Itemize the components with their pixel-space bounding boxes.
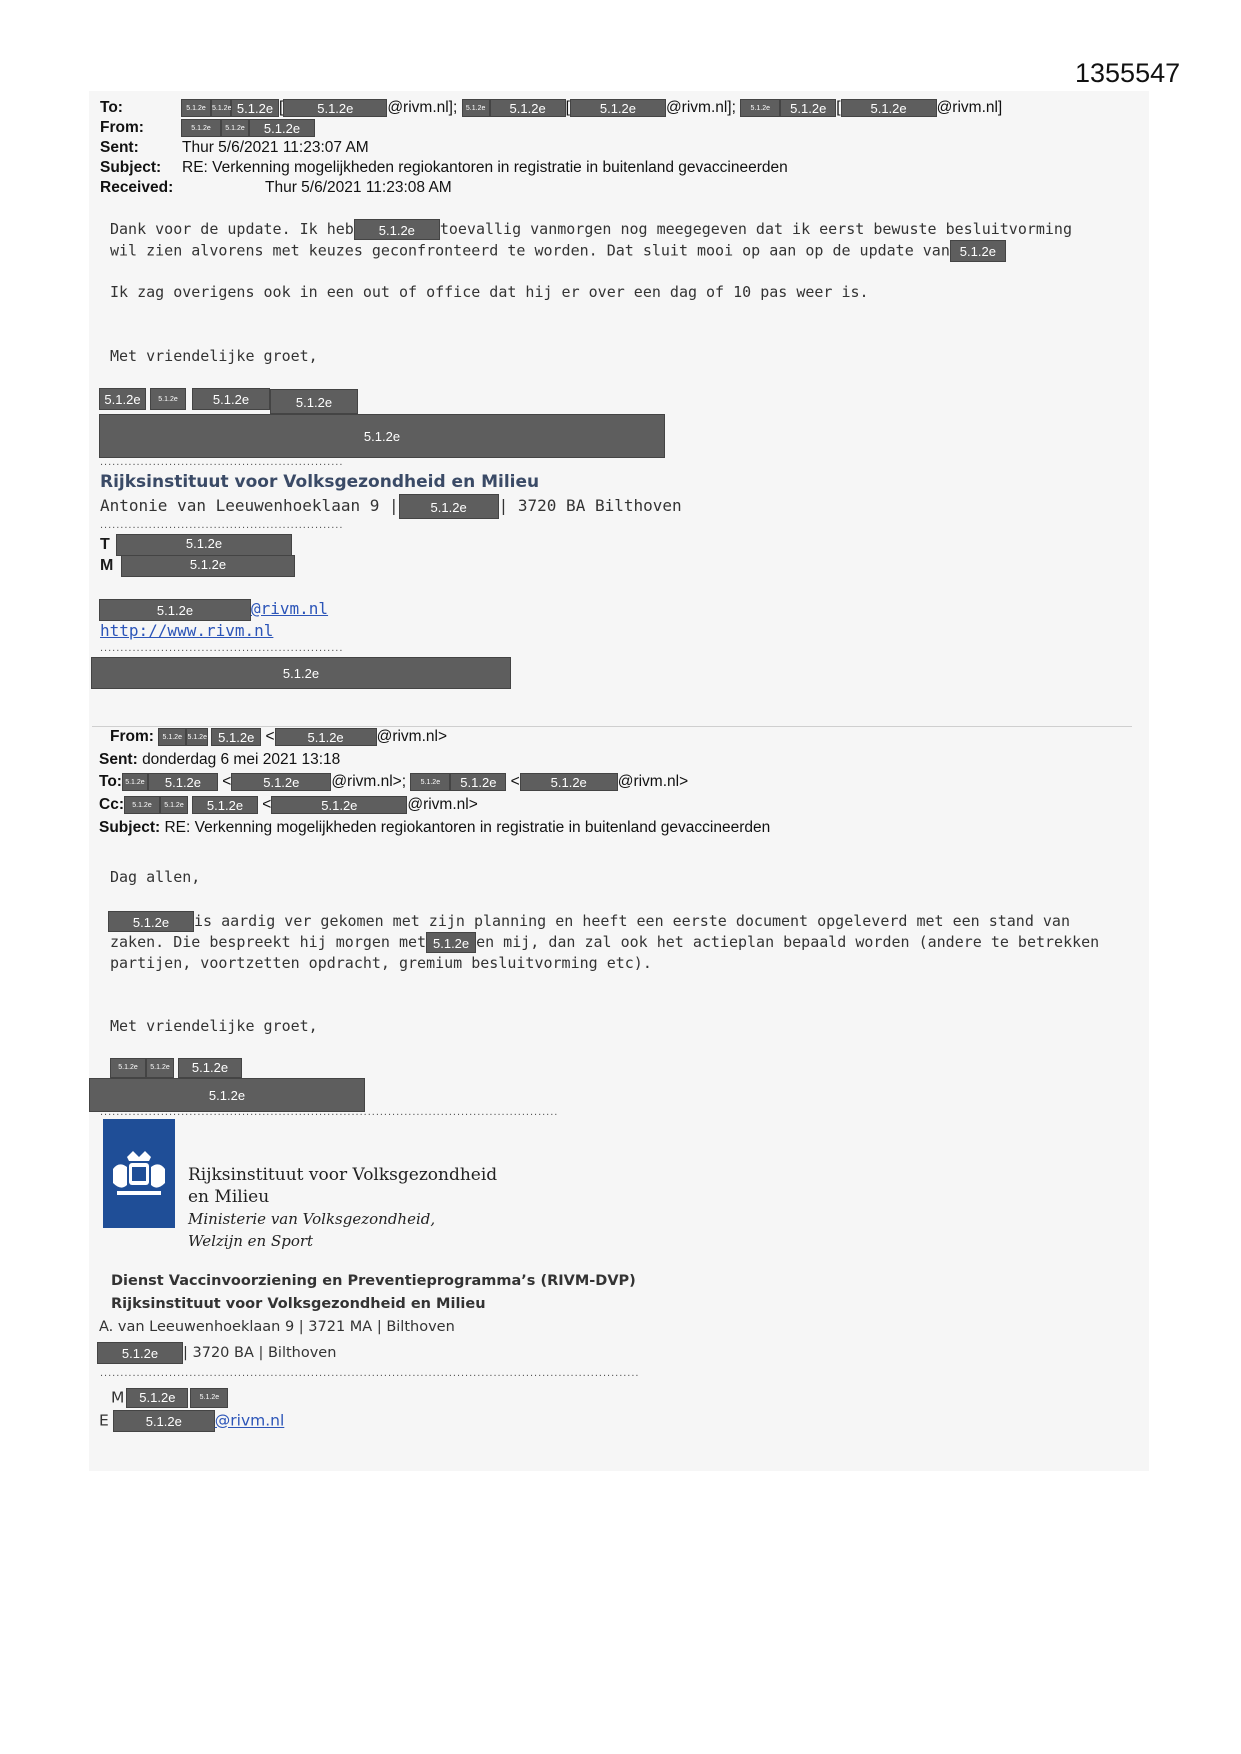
redaction: 5.1.2e: [122, 773, 148, 791]
email-row[interactable]: E 5.1.2e @rivm.nl: [99, 1410, 284, 1432]
redaction: 5.1.2e: [231, 99, 279, 117]
document-id: 1355547: [1075, 58, 1181, 88]
redaction: 5.1.2e: [211, 728, 261, 746]
redaction: 5.1.2e: [780, 99, 836, 117]
dotted-divider: ............................................................: [100, 642, 344, 654]
separator-line: [92, 726, 1132, 727]
department: Dienst Vaccinvoorziening en Preventieprogramma’s (RIVM-DVP): [111, 1273, 636, 1289]
redaction: 5.1.2e: [181, 99, 211, 117]
redaction: 5.1.2e: [399, 494, 499, 519]
redaction: 5.1.2e: [270, 389, 358, 414]
address: Antonie van Leeuwenhoeklaan 9 | 5.1.2e | 3720 BA Bilthoven: [100, 494, 682, 519]
redaction: 5.1.2e: [158, 728, 186, 746]
redaction: 5.1.2e: [150, 388, 186, 410]
redaction: 5.1.2e: [181, 119, 221, 137]
redaction: 5.1.2e: [462, 99, 490, 117]
to-domain: @rivm.nl]: [936, 99, 1003, 117]
redaction: 5.1.2e: [354, 219, 440, 240]
redaction: 5.1.2e: [283, 99, 387, 117]
from-value: [181, 119, 315, 137]
from-row: From: 5.1.2e 5.1.2e 5.1.2e < 5.1.2e @rivm.nl>: [110, 728, 448, 746]
redaction: 5.1.2e: [190, 1388, 228, 1408]
body-line: Ik zag overigens ook in een out of office dat hij er over een dag of 10 pas weer is.: [110, 283, 869, 301]
redaction: 5.1.2e: [192, 388, 270, 410]
dotted-divider: .....................................................................................................................................: [100, 1367, 640, 1379]
org-name: Rijksinstituut voor Volksgezondheid en Milieu: [100, 472, 540, 492]
to-row-2: To: 5.1.2e 5.1.2e < 5.1.2e @rivm.nl>; 5.1.2e 5.1.2e < 5.1.2e @rivm.nl>: [99, 773, 689, 791]
mobile-label: M: [100, 557, 114, 574]
lion-crest-icon: [103, 1119, 175, 1228]
to-label: To:: [100, 99, 123, 116]
redaction: 5.1.2e: [231, 773, 331, 791]
logo-text-2: en Milieu: [188, 1187, 270, 1207]
from-label: From:: [100, 119, 144, 136]
redaction: 5.1.2e: [192, 796, 258, 814]
redaction: 5.1.2e: [410, 773, 450, 791]
salutation: Dag allen,: [110, 868, 201, 886]
redaction: 5.1.2e: [271, 796, 407, 814]
sent-row: Sent: donderdag 6 mei 2021 13:18: [99, 751, 341, 768]
received-label: Received:: [100, 179, 174, 196]
redaction: 5.1.2e: [249, 119, 315, 137]
redaction: 5.1.2e: [108, 911, 194, 932]
redaction: 5.1.2e: [110, 1058, 146, 1078]
redaction: 5.1.2e: [520, 773, 618, 791]
logo-text-4: Welzijn en Sport: [188, 1232, 314, 1250]
sent-value: Thur 5/6/2021 11:23:07 AM: [182, 139, 369, 156]
logo-text-3: Ministerie van Volksgezondheid,: [188, 1210, 436, 1228]
redaction: 5.1.2e: [426, 932, 476, 953]
address-2: 5.1.2e | 3720 BA | Bilthoven: [97, 1342, 336, 1364]
redaction: 5.1.2e: [89, 1078, 365, 1112]
redaction: 5.1.2e: [121, 555, 295, 577]
greeting: Met vriendelijke groet,: [110, 347, 318, 365]
body-line: zaken. Die bespreekt hij morgen met 5.1.2e en mij, dan zal ook het actieplan bepaald worden (andere te betrekken: [110, 933, 1100, 951]
logo-text-1: Rijksinstituut voor Volksgezondheid: [188, 1165, 498, 1185]
signature-name: [110, 1058, 242, 1078]
to-domain: @rivm.nl];: [387, 99, 458, 117]
subject-value: RE: Verkenning mogelijkheden regiokantoren in registratie in buitenland gevaccineerden: [182, 159, 788, 176]
website-link[interactable]: http://www.rivm.nl: [100, 621, 274, 640]
body-line: wil zien alvorens met keuzes geconfronteerd te worden. Dat sluit mooi op aan op de update van 5.1.2e: [110, 240, 1006, 262]
redaction: 5.1.2e: [275, 728, 377, 746]
dotted-divider: .................................................................................................................: [100, 1106, 559, 1118]
redaction: 5.1.2e: [99, 414, 665, 458]
redaction: 5.1.2e: [99, 388, 146, 410]
to-row: [100, 99, 123, 117]
body-line: partijen, voortzetten opdracht, gremium besluitvorming etc).: [110, 954, 652, 972]
email-address[interactable]: 5.1.2e @rivm.nl: [99, 598, 328, 621]
coat-of-arms-logo: [103, 1119, 175, 1228]
redaction: 5.1.2e: [97, 1342, 183, 1364]
mobile-row: M 5.1.2e 5.1.2e: [111, 1388, 228, 1408]
redaction: 5.1.2e: [124, 796, 160, 814]
redaction: 5.1.2e: [450, 773, 506, 791]
redaction: 5.1.2e: [740, 99, 780, 117]
redaction: 5.1.2e: [178, 1058, 242, 1078]
received-value: Thur 5/6/2021 11:23:08 AM: [265, 179, 452, 196]
redaction: 5.1.2e: [160, 796, 188, 814]
cc-row: Cc: 5.1.2e 5.1.2e 5.1.2e < 5.1.2e @rivm.nl>: [99, 796, 478, 814]
dotted-divider: ............................................................: [100, 519, 344, 531]
redaction: 5.1.2e: [570, 99, 666, 117]
redaction: 5.1.2e: [950, 240, 1006, 262]
redaction: 5.1.2e: [116, 534, 292, 556]
org-name-2: Rijksinstituut voor Volksgezondheid en Milieu: [111, 1296, 486, 1312]
subject-row-2: Subject: RE: Verkenning mogelijkheden regiokantoren in registratie in buitenland gevaccineerden: [99, 819, 771, 836]
redaction: 5.1.2e: [126, 1388, 188, 1408]
redaction: 5.1.2e: [841, 99, 937, 117]
dotted-divider: ............................................................: [100, 456, 344, 468]
redaction: 5.1.2e: [146, 1058, 174, 1078]
to-recipients: 5.1.2e 5.1.2e 5.1.2e [ 5.1.2e @rivm.nl]; 5.1.2e 5.1.2e [ 5.1.2e @rivm.nl]; 5.1.2e 5.1.2e [ 5.1.2e @rivm.nl]: [181, 99, 1002, 117]
phone-label: T: [100, 536, 110, 553]
redaction: 5.1.2e: [186, 728, 208, 746]
greeting: Met vriendelijke groet,: [110, 1017, 318, 1035]
redaction: 5.1.2e: [91, 657, 511, 689]
signature-name: [99, 383, 358, 414]
redaction: 5.1.2e: [99, 599, 251, 621]
to-domain: @rivm.nl];: [665, 99, 736, 117]
subject-label: Subject:: [100, 159, 162, 176]
body-line: Dank voor de update. Ik heb 5.1.2e toevallig vanmorgen nog meegegeven dat ik eerst bewuste besluitvorming: [110, 220, 1072, 238]
redaction: 5.1.2e: [221, 119, 249, 137]
address-1: A. van Leeuwenhoeklaan 9 | 3721 MA | Bilthoven: [99, 1319, 455, 1335]
redaction: 5.1.2e: [490, 99, 566, 117]
sent-label: Sent:: [100, 139, 139, 156]
redaction: 5.1.2e: [211, 99, 231, 117]
body-line: 5.1.2e is aardig ver gekomen met zijn planning en heeft een eerste document opgeleverd met een stand van: [108, 911, 1070, 932]
redaction: 5.1.2e: [113, 1410, 215, 1432]
redaction: 5.1.2e: [148, 773, 218, 791]
